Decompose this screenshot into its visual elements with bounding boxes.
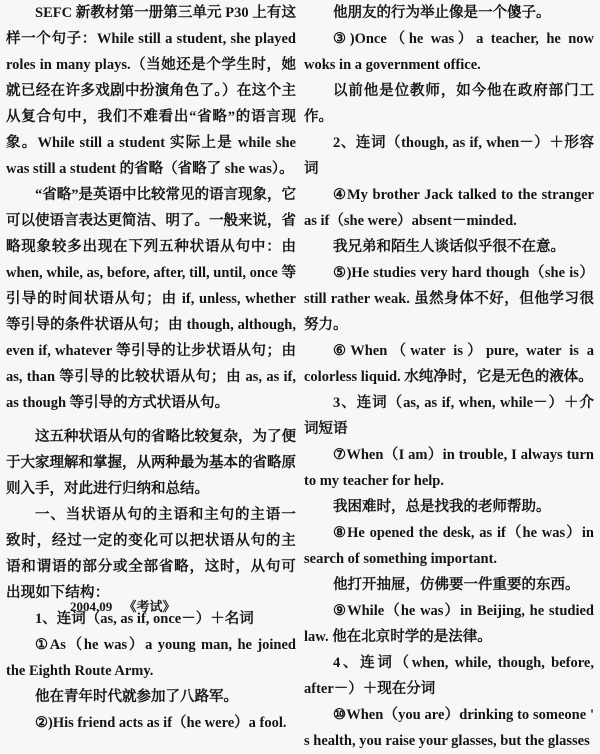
subheading-3: 3、连词（as, as if, when, while－）＋介词短语: [304, 395, 594, 437]
page-footer: [70, 596, 176, 615]
subheading-1: 1、连词（as, as if, once－）＋名词: [35, 611, 254, 627]
section-heading-1: 一、当状语从句的主语和主句的主语一致时，经过一定的变化可以把状语从句的主语和谓语的部分或全部省略，这时，从句可出现如下结构：: [6, 507, 296, 601]
example-8: ⑧He opened the desk, as if（he was）in search of something important.: [304, 525, 594, 567]
example-5: ⑤)He studies very hard though（she is）still rather weak. 虽然身体不好，但他学习很努力。: [304, 265, 594, 333]
subheading-4: 4、连词（when, while, though, before, after－）＋现在分词: [304, 655, 594, 697]
example-4-translation: 我兄弟和陌生人谈话似乎很不在意。: [333, 239, 565, 255]
example-9: ⑨While（he was）in Beijing, he studied law. 他在北京时学的是法律。: [304, 603, 594, 645]
example-4: ④My brother Jack talked to the stranger as if（she were）absent－minded.: [304, 187, 594, 229]
example-10: ⑩When（you are）drinking to someone ' s health, you raise your glasses, but the glasses: [304, 707, 594, 749]
left-column: [6, 0, 296, 736]
issue-date: 2004.09: [70, 599, 113, 614]
example-3-translation: 以前他是位教师，如今他在政府部门工作。: [304, 83, 594, 125]
journal-name: 《考试》: [123, 599, 176, 614]
example-2: ②)His friend acts as if（he were）a fool.: [35, 715, 287, 731]
summary-paragraph: 这五种状语从句的省略比较复杂，为了便于大家理解和掌握，从两种最为基本的省略原则入手，对此进行归纳和总结。: [6, 429, 296, 497]
intro-paragraph: SEFC 新教材第一册第三单元 P30 上有这样一个句子：While still a student, she played roles in many plays.（当她还是个学生时，她就已经在许多戏剧中扮演角色了。）在这个主从复合句中，我们不难看出“省略”的语言现象。While still a student 实际上是 while she was still a student 的省略（省略了 she was）。: [6, 5, 296, 177]
example-8-translation: 他打开抽屉，仿佛要一件重要的东西。: [333, 577, 580, 593]
example-6: ⑥When（water is）pure, water is a colorless liquid. 水纯净时，它是无色的液体。: [304, 343, 594, 385]
example-3: ③)Once（he was）a teacher, he now woks in a government office.: [304, 31, 594, 73]
example-2-translation: 他朋友的行为举止像是一个傻子。: [333, 5, 551, 21]
example-1-translation: 他在青年时代就参加了八路军。: [35, 689, 238, 705]
subheading-2: 2、连词（though, as if, when－）＋形容词: [304, 135, 594, 177]
example-7-translation: 我困难时，总是找我的老师帮助。: [333, 499, 551, 515]
example-7: ⑦When（I am）in trouble, I always turn to my teacher for help.: [304, 447, 594, 489]
example-1: ①As（he was）a young man, he joined the Eighth Route Army.: [6, 637, 296, 679]
right-column: [304, 0, 594, 754]
ellipsis-overview-paragraph: “省略”是英语中比较常见的语言现象，它可以使语言表达更简洁、明了。一般来说，省略现象较多出现在下列五种状语从句中：由 when, while, as, before, after, till, until, once 等引导的时间状语从句；由 if, unless, whether 等引导的条件状语从句；由 though, although, even if, whatever 等引导的让步状语从句；由 as, than 等引导的比较状语从句；由 as, as if, as though 等引导的方式状语从句。: [6, 187, 296, 411]
